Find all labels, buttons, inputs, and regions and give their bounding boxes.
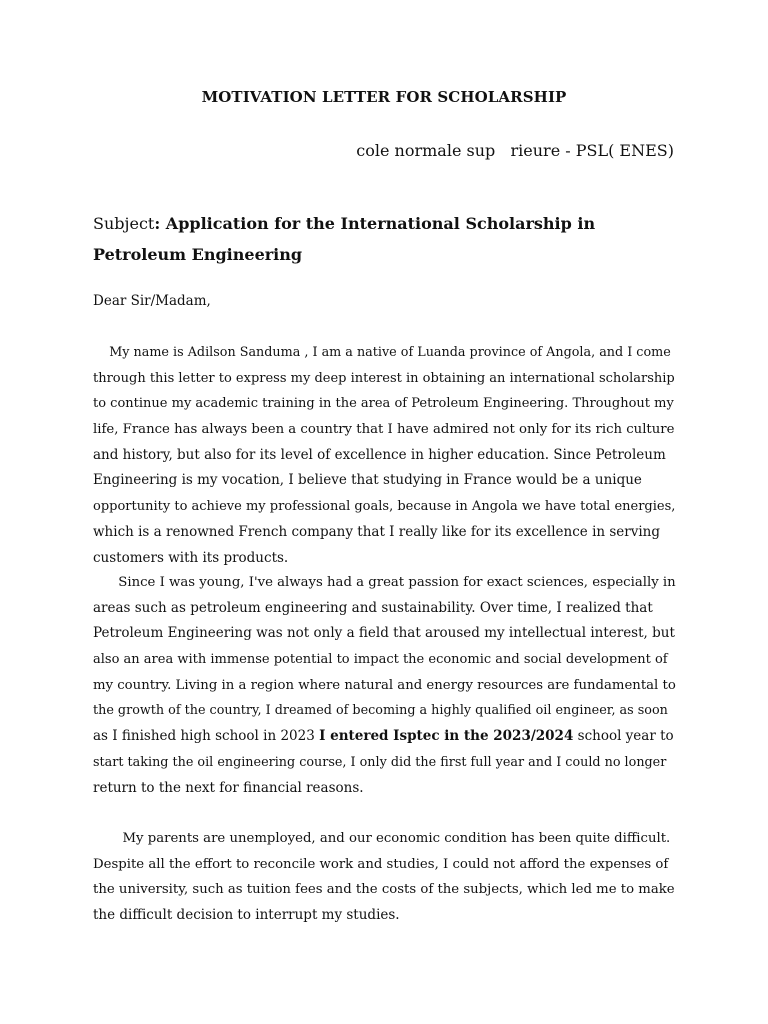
paragraph-line: opportunity to achieve my professional goals, because in Angola we have total energies, <box>93 499 676 515</box>
paragraph-line: life, France has always been a country that I have admired not only for its rich culture <box>93 422 675 438</box>
subject-label: Subject <box>93 214 155 233</box>
paragraph-line: my country. Living in a region where natural and energy resources are fundamental to <box>93 677 676 693</box>
paragraph-line-with-bold <box>93 724 677 750</box>
paragraph-line: customers with its products. <box>93 549 289 566</box>
subject-line <box>93 208 683 270</box>
paragraph-line: through this letter to express my deep interest in obtaining an international scholarship <box>93 370 675 386</box>
paragraph-line: the growth of the country, I dreamed of becoming a highly qualified oil engineer, as soon <box>93 703 668 719</box>
paragraph-line: areas such as petroleum engineering and sustainability. Over time, I realized that <box>93 599 653 616</box>
line-text-after: school year to <box>573 728 674 745</box>
paragraph-line: Since I was young, I've always had a great passion for exact sciences, especially in <box>93 575 676 590</box>
paragraph-line: Petroleum Engineering was not only a field that aroused my intellectual interest, but <box>93 625 675 642</box>
line-text-before: as I finished high school in 2023 <box>93 728 320 745</box>
paragraph-2 <box>93 570 677 801</box>
recipient-line: cole normale sup rieure - PSL( ENES) <box>356 141 674 160</box>
paragraph-line: Engineering is my vocation, I believe that studying in France would be a unique <box>93 472 642 489</box>
paragraph-line: Despite all the effort to reconcile work and studies, I could not afford the expenses of <box>93 856 669 872</box>
paragraph-3 <box>93 826 677 929</box>
paragraph-line: the difficult decision to interrupt my studies. <box>93 907 400 924</box>
letter-title: MOTIVATION LETTER FOR SCHOLARSHIP <box>201 88 567 106</box>
bold-isptec-text: I entered Isptec in the 2023/2024 <box>319 728 574 745</box>
paragraph-line: return to the next for financial reasons. <box>93 779 364 796</box>
paragraph-line: which is a renowned French company that I really like for its excellence in serving <box>93 523 661 540</box>
paragraph-line: to continue my academic training in the area of Petroleum Engineering. Throughout my <box>93 396 674 412</box>
paragraph-line: and history, but also for its level of excellence in higher education. Since Petroleum <box>93 446 666 463</box>
paragraph-line: My parents are unemployed, and our economic condition has been quite difficult. <box>93 831 671 846</box>
paragraph-1 <box>93 340 677 571</box>
paragraph-line: the university, such as tuition fees and the costs of the subjects, which led me to make <box>93 882 675 898</box>
paragraph-line: start taking the oil engineering course, I only did the first full year and I could no longer <box>93 754 667 770</box>
subject-text: : Application for the International Scholarship in Petroleum Engineering <box>93 214 596 264</box>
paragraph-line: also an area with immense potential to impact the economic and social development of <box>93 652 668 668</box>
greeting: Dear Sir/Madam, <box>93 293 211 309</box>
paragraph-line: My name is Adilson Sanduma , I am a native of Luanda province of Angola, and I come <box>93 345 671 360</box>
